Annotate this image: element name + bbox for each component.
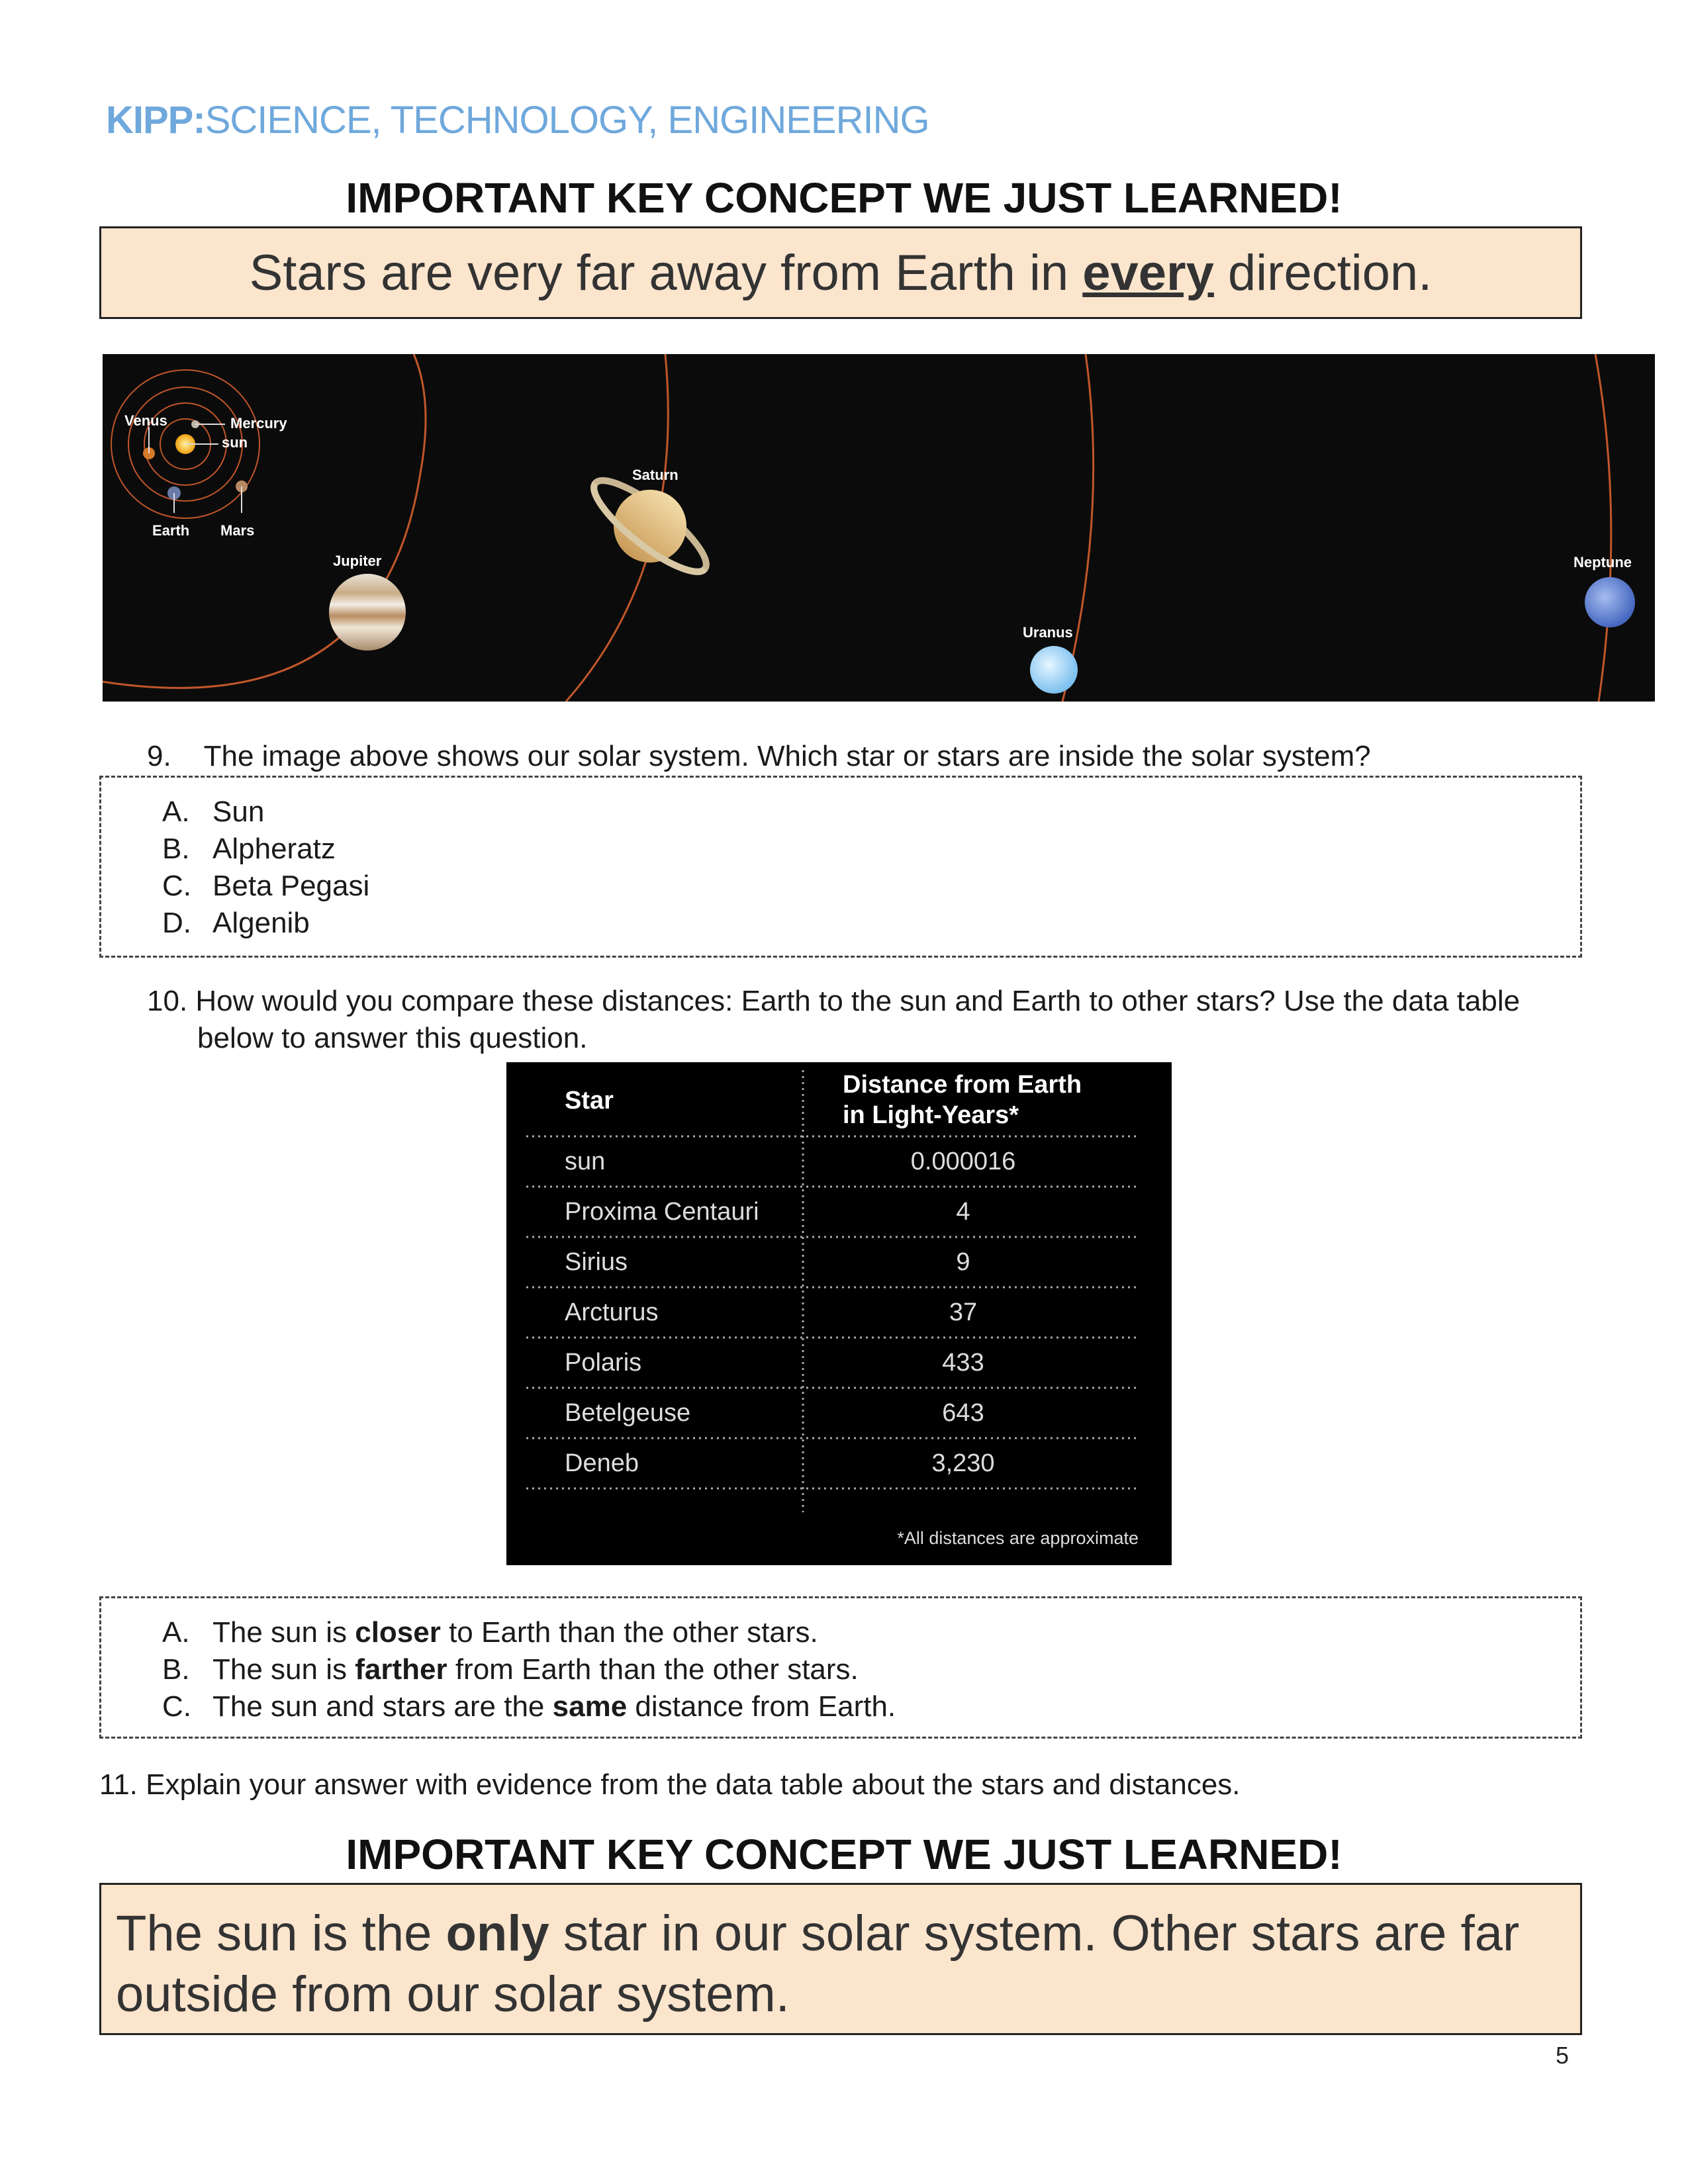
concept-heading-2: IMPORTANT KEY CONCEPT WE JUST LEARNED! [346, 1831, 1342, 1878]
q10-option-letter: A. [162, 1616, 190, 1649]
q10-option-a[interactable] [162, 1614, 896, 1651]
q10-option-text: The sun and stars are the same distance from Earth. [212, 1690, 896, 1723]
concept1-emphasis: every [1082, 244, 1214, 301]
brand-kipp: KIPP [106, 99, 193, 142]
q9-option-b[interactable] [162, 831, 369, 868]
table-cell-distance: 37 [949, 1298, 978, 1326]
table-cell-distance: 4 [956, 1198, 970, 1226]
concept2-text [116, 1905, 1519, 2023]
solar-system-image [103, 354, 1655, 702]
q9-option-letter: A. [162, 796, 190, 828]
table-cell-star: Deneb [565, 1449, 639, 1477]
q9-option-d[interactable] [162, 905, 369, 942]
neptune-planet [1585, 577, 1635, 627]
table-cell-star: Proxima Centauri [565, 1198, 759, 1226]
question-10-line-2: below to answer this question. [197, 1022, 588, 1054]
table-cell-star: Sirius [565, 1248, 628, 1276]
label-mars: Mars [220, 522, 255, 539]
uranus-planet [1030, 646, 1078, 694]
q10-option-letter: B. [162, 1653, 190, 1686]
question-11: 11. Explain your answer with evidence from the data table about the stars and distances. [99, 1768, 1241, 1801]
label-saturn: Saturn [632, 467, 679, 483]
concept1-text-before: Stars are very far away from Earth in [249, 244, 1083, 301]
q9-option-text: Beta Pegasi [212, 870, 370, 902]
q10-option-emphasis: farther [355, 1653, 447, 1686]
q9-options [162, 794, 369, 942]
q10-option-b[interactable] [162, 1651, 896, 1688]
q9-options-box [99, 776, 1582, 958]
concept-box-2 [99, 1883, 1582, 2035]
q10-option-text: The sun is closer to Earth than the other stars. [212, 1616, 818, 1649]
concept2-emphasis: only [445, 1905, 549, 1962]
star-table-svg [506, 1062, 1172, 1565]
q9-option-text: Algenib [212, 907, 310, 939]
label-sun: sun [222, 434, 248, 451]
q9-option-text: Sun [212, 796, 265, 828]
label-neptune: Neptune [1573, 554, 1632, 570]
jupiter-planet [329, 574, 406, 651]
q9-option-letter: B. [162, 833, 190, 865]
brand-dots: : [193, 99, 205, 142]
concept1-text [250, 244, 1432, 302]
q9-option-c[interactable] [162, 868, 369, 905]
brand-subtitle: SCIENCE, TECHNOLOGY, ENGINEERING [205, 99, 929, 142]
q10-option-letter: C. [162, 1690, 191, 1723]
table-cell-distance: 0.000016 [910, 1148, 1016, 1175]
solar-system-svg [103, 354, 1655, 702]
concept-box-1 [99, 226, 1582, 319]
table-cell-star: sun [565, 1148, 606, 1175]
table-cell-star: Betelgeuse [565, 1399, 691, 1427]
concept-heading-1: IMPORTANT KEY CONCEPT WE JUST LEARNED! [346, 174, 1342, 222]
q9-option-letter: D. [162, 907, 191, 939]
question-10-line-1: 10. How would you compare these distances: Earth to the sun and Earth to other stars? Use the data table [147, 985, 1521, 1017]
question-9: 9. The image above shows our solar system. Which star or stars are inside the solar system? [147, 740, 1371, 772]
table-cell-distance: 3,230 [931, 1449, 995, 1477]
label-earth: Earth [152, 522, 190, 539]
q10-options [162, 1614, 896, 1725]
label-jupiter: Jupiter [333, 553, 382, 569]
table-cell-distance: 9 [956, 1248, 970, 1276]
table-cell-distance: 643 [942, 1399, 984, 1427]
brand-header [106, 98, 929, 142]
table-header-star: Star [565, 1087, 614, 1115]
concept2-text-after: star in our solar system. Other stars are far outside from our solar system. [116, 1905, 1520, 2023]
q10-options-box [99, 1596, 1582, 1739]
table-cell-distance: 433 [942, 1349, 984, 1377]
q10-option-c[interactable] [162, 1688, 896, 1725]
q10-option-text: The sun is farther from Earth than the other stars. [212, 1653, 859, 1686]
table-cell-star: Arcturus [565, 1298, 659, 1326]
table-header-distance-1: Distance from Earth [843, 1071, 1082, 1099]
page-number: 5 [1556, 2042, 1570, 2069]
q9-option-text: Alpheratz [212, 833, 336, 865]
table-cell-star: Polaris [565, 1349, 642, 1377]
q10-option-emphasis: same [552, 1690, 628, 1723]
q10-option-emphasis: closer [355, 1616, 441, 1649]
table-header-distance-2: in Light-Years* [843, 1101, 1019, 1129]
label-uranus: Uranus [1023, 624, 1073, 641]
q9-option-a[interactable] [162, 794, 369, 831]
table-footnote: *All distances are approximate [897, 1528, 1139, 1548]
concept2-text-before: The sun is the [116, 1905, 446, 1962]
star-distance-table [506, 1062, 1172, 1565]
label-venus: Venus [124, 412, 167, 429]
concept1-text-after: direction. [1213, 244, 1432, 301]
q9-option-letter: C. [162, 870, 191, 902]
space-background [103, 354, 1655, 702]
label-mercury: Mercury [230, 415, 287, 432]
